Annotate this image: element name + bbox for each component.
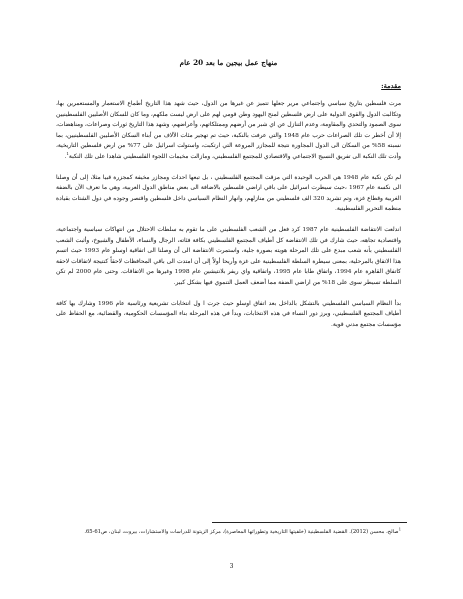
page-number: 3 (229, 563, 234, 570)
paragraph-2: لم تكن نكبة عام 1948 هي الحرب الوحيدة التي مزقت المجتمع الفلسطيني ، بل تبعها احداث ومجازر مخيفة كمجزرة قبيا مثلا، إلى أن وصلنا الى نكسة عام 1967 ،حيث سيطرت اسرائيل على باقي اراضي فلسطين بالاضافة الى بعض مناطق الدول العربية، وهي ما تعرف الآن بالضفة الغربية وقطاع غزة، وتم تشريد 320 الف فلسطيني من منازلهم، وانهار النظام السياسي داخل فلسطين واقتصر وجوده في دول الشتات بقيادة منظمة التحرير الفلسطينية. (56, 174, 401, 213)
footnote (56, 528, 401, 537)
footnote-reference[interactable]: 1 (66, 151, 69, 156)
paragraph-1-text: مرت فلسطين بتاريخ سياسي واجتماعي مرير جعلها تتميز عن غيرها من الدول، حيث شهد هذا التاريخ أطماع الاستعمار والمستعمرين بها، وتكالبت الدول والقوى الدولية على ارض فلسطين لمنح اليهود وطن قومي لهم على ارض ليست ملكهم، وما كان للسكان الأصليين الفلسطينيين سوى الصمود والتحدي والمقاومة، وعدم التنازل عن اي شبر من أرضهم وممتلكاتهم، وأعراضهم، وشهد هذا التاريخ ثورات وصراعات، ومناهضات، إلا أن أخطر ت تلك الصراعات حرب عام 1948 والتي عرفت بالنكبة، حيث تم تهجير مئات الآلاف من أبناء السكان الأصليين الفلسطينيين، بما نسبته 58% من السكان الى الدول المجاورة نتيجة للمجازر المروعة التي ارتكبت، واستولت اسرائيل على 77% من ارض فلسطين التاريخية، وأدت تلك النكبة الى تفريق النسيج الاجتماعي والاقتصادي للمجتمع الفلسطيني، ومازالت مخيمات اللجوء الفلسطيني شاهدا على تلك النكبة (56, 101, 402, 160)
paragraph-4: بدأ النظام السياسي الفلسطيني بالتشكل بالداخل بعد اتفاق اوسلو حيث جرت ا ول انتخابات تشريعية ورئاسية عام 1996 وشارك بها كافة أطياف المجتمع الفلسطيني، وبرز دور النساء في هذه الانتخابات، وبدأ في هذه المرحلة بناء المؤسسات الحكومية، والقضائية، مع الحفاظ على مؤسسات مجتمع مدني قوية. (56, 300, 402, 328)
intro-heading: مقدمة: (381, 82, 401, 90)
footnote-marker: 1 (398, 527, 401, 532)
document-title: منهاج عمل بيجين ما بعد 20 عام (179, 58, 278, 67)
footnote-text: صالح، محسن (2012). القضية الفلسطينية (خلفيتها التاريخية وتطوراتها المعاصرة)، مركز الزيتونة للدراسات والاستشارات، بيروت، لبنان، ص61-65. (84, 529, 399, 535)
paragraph-3: اندلعت الانتفاضة الفلسطينية عام 1987 كرد فعل من الشعب الفلسطيني على ما تقوم به سلطات الاحتلال من انتهاكات سياسية واجتماعية، واقتصادية تجاهه، حيث شارك في تلك الانتفاضة كل أطياف المجتمع الفلسطيني بكافة فئاته، الرجال والنساء، الأطفال والشيوخ، وأثبت الشعب الفلسطيني بأنه شعب مبدع على تلك المرحلة هويته بصورة جلية، واستمرت الانتفاضة الى أن وصلنا الى اتفاقية اوسلو عام 1993 حيث اتسم هذا الاتفاق بالمرحلية، بمعنى سيطرة السلطة الفلسطينية على غزة وأريحا أولاً إلى أن امتدت الى باقي المحافظات لاحقاً كنتيجة لاتفاقات لاحقة كاتفاق القاهرة عام 1994، واتفاق طابا عام 1995، واتفاقية واي ريفر بلانتيشين عام 1998 وغيرها من الاتفاقات. وحتى عام 2000 لم تكن السلطة تسيطر سوى على 18% من اراضي الضفة مما أضعف العمل التنموي فيها بشكل كبير. (56, 226, 401, 286)
paragraph-1 (56, 99, 401, 163)
footnote-separator (212, 522, 407, 523)
paragraph-1-tail: . (64, 153, 67, 160)
